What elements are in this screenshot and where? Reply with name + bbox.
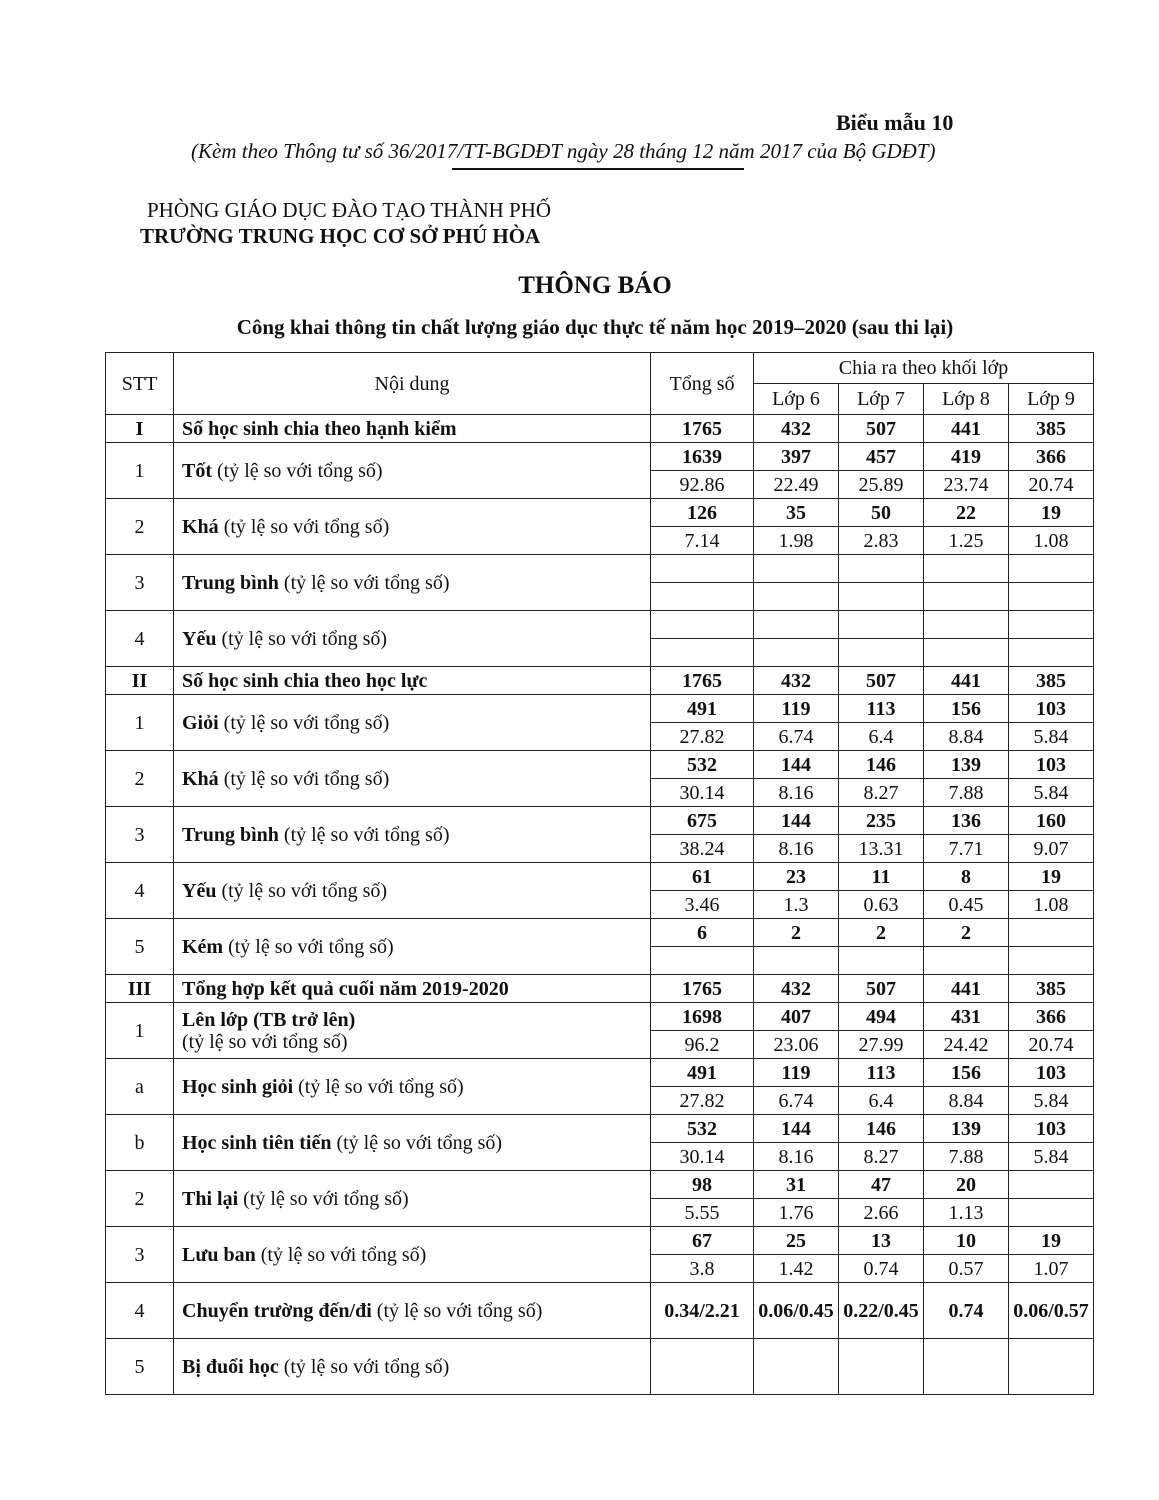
row-ratio: 8.84: [924, 723, 1009, 751]
table-row: [106, 1003, 1094, 1031]
row-count: [651, 555, 754, 583]
row-count: 532: [651, 1115, 754, 1143]
row-ratio: 6.74: [754, 1087, 839, 1115]
row-count: 156: [924, 695, 1009, 723]
row-stt: 3: [106, 807, 174, 863]
row-stt: 5: [106, 919, 174, 975]
row-ratio: [651, 639, 754, 667]
row-label-text: Học sinh tiên tiến: [182, 1131, 332, 1154]
section-value: 385: [1009, 415, 1094, 443]
row-value: [754, 1339, 839, 1395]
section-value: 507: [839, 415, 924, 443]
row-ratio: [839, 947, 924, 975]
row-label: [174, 863, 651, 919]
row-ratio: [651, 947, 754, 975]
table-row: [106, 1115, 1094, 1143]
row-stt: 3: [106, 555, 174, 611]
row-count: 139: [924, 751, 1009, 779]
row-count: 50: [839, 499, 924, 527]
row-count: 61: [651, 863, 754, 891]
row-stt: 1: [106, 695, 174, 751]
row-ratio: [924, 639, 1009, 667]
circular-underline: [452, 168, 744, 170]
header-grade-group: Chia ra theo khối lớp: [754, 353, 1094, 384]
row-stt: a: [106, 1059, 174, 1115]
row-label: [174, 443, 651, 499]
row-count: 1639: [651, 443, 754, 471]
row-count: 144: [754, 751, 839, 779]
row-ratio: 1.13: [924, 1199, 1009, 1227]
row-ratio: 8.16: [754, 779, 839, 807]
row-label: [174, 499, 651, 555]
row-ratio: [1009, 639, 1094, 667]
row-label-text: Bị đuổi học: [182, 1355, 279, 1378]
row-value: [651, 1339, 754, 1395]
row-label-text: Lưu ban: [182, 1243, 256, 1266]
row-count: 67: [651, 1227, 754, 1255]
school-name: TRƯỜNG TRUNG HỌC CƠ SỞ PHÚ HÒA: [140, 224, 541, 248]
row-ratio: [1009, 1199, 1094, 1227]
row-count: 98: [651, 1171, 754, 1199]
row-value: [924, 1339, 1009, 1395]
row-ratio: 5.84: [1009, 1143, 1094, 1171]
ratio-note: (tỷ lệ so với tổng số): [182, 1030, 348, 1053]
row-label: [174, 1059, 651, 1115]
row-count: 144: [754, 1115, 839, 1143]
row-ratio: 1.08: [1009, 891, 1094, 919]
row-ratio: 92.86: [651, 471, 754, 499]
row-value: [839, 1339, 924, 1395]
row-count: 491: [651, 1059, 754, 1087]
row-count: [651, 611, 754, 639]
row-stt: 1: [106, 443, 174, 499]
ratio-note: (tỷ lệ so với tổng số): [283, 1355, 450, 1378]
row-count: 146: [839, 751, 924, 779]
row-count: 126: [651, 499, 754, 527]
row-count: 35: [754, 499, 839, 527]
row-ratio: 1.98: [754, 527, 839, 555]
table-row: [106, 807, 1094, 835]
row-ratio: [1009, 583, 1094, 611]
section-value: 507: [839, 667, 924, 695]
row-ratio: 9.07: [1009, 835, 1094, 863]
row-count: 160: [1009, 807, 1094, 835]
document-title: THÔNG BÁO: [518, 272, 672, 299]
ratio-note: (tỷ lệ so với tổng số): [243, 1187, 409, 1210]
row-label: [174, 1283, 651, 1339]
section-value: 507: [839, 975, 924, 1003]
row-count: 103: [1009, 751, 1094, 779]
row-label-text: Yếu: [182, 879, 217, 902]
row-count: 407: [754, 1003, 839, 1031]
section-value: 432: [754, 415, 839, 443]
table-body: [106, 415, 1094, 1395]
row-count: 366: [1009, 1003, 1094, 1031]
row-value: 0.34/2.21: [651, 1283, 754, 1339]
row-value: 0.74: [924, 1283, 1009, 1339]
ratio-note: (tỷ lệ so với tổng số): [223, 711, 390, 734]
header-grade: Lớp 8: [924, 384, 1009, 415]
row-count: [1009, 919, 1094, 947]
row-count: 494: [839, 1003, 924, 1031]
row-count: 119: [754, 1059, 839, 1087]
row-count: 10: [924, 1227, 1009, 1255]
header-grade: Lớp 9: [1009, 384, 1094, 415]
section-value: 385: [1009, 667, 1094, 695]
row-ratio: 96.2: [651, 1031, 754, 1059]
row-count: 6: [651, 919, 754, 947]
row-ratio: [651, 583, 754, 611]
row-ratio: 1.76: [754, 1199, 839, 1227]
row-label-text: Khá: [182, 515, 219, 538]
row-ratio: 2.66: [839, 1199, 924, 1227]
row-count: 25: [754, 1227, 839, 1255]
row-stt: 5: [106, 1339, 174, 1395]
row-ratio: 7.88: [924, 1143, 1009, 1171]
section-value: 432: [754, 667, 839, 695]
row-ratio: 30.14: [651, 779, 754, 807]
row-value: 0.06/0.57: [1009, 1283, 1094, 1339]
row-ratio: 23.74: [924, 471, 1009, 499]
row-count: 19: [1009, 863, 1094, 891]
row-ratio: 8.84: [924, 1087, 1009, 1115]
row-stt: 2: [106, 499, 174, 555]
row-count: 419: [924, 443, 1009, 471]
row-ratio: 0.45: [924, 891, 1009, 919]
row-label-text: Thi lại: [182, 1187, 239, 1210]
header-stt: STT: [106, 353, 174, 415]
ratio-note: (tỷ lệ so với tổng số): [376, 1299, 543, 1322]
row-ratio: 38.24: [651, 835, 754, 863]
section-stt: II: [106, 667, 174, 695]
row-label-text: Kém: [182, 935, 224, 958]
row-count: 457: [839, 443, 924, 471]
ratio-note: (tỷ lệ so với tổng số): [221, 879, 388, 902]
row-ratio: 7.71: [924, 835, 1009, 863]
ratio-note: (tỷ lệ so với tổng số): [283, 823, 450, 846]
row-label: [174, 695, 651, 751]
header-grade: Lớp 6: [754, 384, 839, 415]
ratio-note: (tỷ lệ so với tổng số): [221, 627, 388, 650]
table-row: [106, 751, 1094, 779]
row-count: 2: [839, 919, 924, 947]
row-ratio: 8.27: [839, 779, 924, 807]
row-label-text: Giỏi: [182, 711, 219, 734]
table-row: [106, 1059, 1094, 1087]
section-value: 432: [754, 975, 839, 1003]
row-count: 20: [924, 1171, 1009, 1199]
row-count: 22: [924, 499, 1009, 527]
section-row: [106, 667, 1094, 695]
row-count: 11: [839, 863, 924, 891]
row-ratio: 8.27: [839, 1143, 924, 1171]
row-ratio: 27.82: [651, 723, 754, 751]
form-label: Biểu mẫu 10: [836, 110, 954, 135]
row-ratio: 20.74: [1009, 1031, 1094, 1059]
section-value: 1765: [651, 667, 754, 695]
section-label: Tổng hợp kết quả cuối năm 2019-2020: [174, 975, 651, 1003]
section-value: 385: [1009, 975, 1094, 1003]
row-count: 144: [754, 807, 839, 835]
row-stt: 4: [106, 1283, 174, 1339]
row-count: 491: [651, 695, 754, 723]
table-row: [106, 1339, 1094, 1395]
row-label: [174, 1115, 651, 1171]
row-label-text: Học sinh giỏi: [182, 1075, 294, 1098]
row-ratio: [839, 583, 924, 611]
row-count: 1698: [651, 1003, 754, 1031]
row-count: 113: [839, 1059, 924, 1087]
row-count: 19: [1009, 499, 1094, 527]
row-stt: b: [106, 1115, 174, 1171]
row-ratio: 5.84: [1009, 723, 1094, 751]
section-label: Số học sinh chia theo hạnh kiểm: [174, 415, 651, 443]
row-ratio: [1009, 947, 1094, 975]
row-ratio: 5.84: [1009, 1087, 1094, 1115]
table-row: [106, 695, 1094, 723]
row-stt: 3: [106, 1227, 174, 1283]
row-label: [174, 555, 651, 611]
row-label: [174, 1339, 651, 1395]
row-label-text: Yếu: [182, 627, 217, 650]
row-ratio: 0.63: [839, 891, 924, 919]
row-count: [924, 555, 1009, 583]
table-row: [106, 499, 1094, 527]
row-count: 8: [924, 863, 1009, 891]
circular-reference: (Kèm theo Thông tư số 36/2017/TT-BGDĐT ngày 28 tháng 12 năm 2017 của Bộ GDĐT): [191, 139, 936, 163]
row-count: 31: [754, 1171, 839, 1199]
row-label: [174, 807, 651, 863]
row-label-text: Trung bình: [182, 571, 279, 594]
table-row: [106, 1227, 1094, 1255]
row-count: [754, 555, 839, 583]
row-ratio: 22.49: [754, 471, 839, 499]
section-row: [106, 415, 1094, 443]
row-count: 103: [1009, 695, 1094, 723]
row-ratio: [754, 947, 839, 975]
row-ratio: 5.55: [651, 1199, 754, 1227]
row-ratio: 27.99: [839, 1031, 924, 1059]
row-ratio: 8.16: [754, 1143, 839, 1171]
document-subtitle: Công khai thông tin chất lượng giáo dục thực tế năm học 2019–2020 (sau thi lại): [236, 315, 954, 339]
row-value: [1009, 1339, 1094, 1395]
ratio-note: (tỷ lệ so với tổng số): [260, 1243, 427, 1266]
ratio-note: (tỷ lệ so với tổng số): [283, 571, 450, 594]
row-ratio: [754, 583, 839, 611]
row-count: 235: [839, 807, 924, 835]
row-count: 431: [924, 1003, 1009, 1031]
section-stt: III: [106, 975, 174, 1003]
row-value: 0.06/0.45: [754, 1283, 839, 1339]
header-total: Tổng số: [651, 353, 754, 415]
row-label-text: Khá: [182, 767, 219, 790]
row-ratio: 20.74: [1009, 471, 1094, 499]
row-count: 23: [754, 863, 839, 891]
ratio-note: (tỷ lệ so với tổng số): [217, 459, 383, 482]
row-ratio: 3.46: [651, 891, 754, 919]
department-name: PHÒNG GIÁO DỤC ĐÀO TẠO THÀNH PHỐ: [147, 198, 552, 222]
row-ratio: 1.3: [754, 891, 839, 919]
section-value: 1765: [651, 975, 754, 1003]
row-count: [1009, 1171, 1094, 1199]
row-count: [839, 555, 924, 583]
ratio-note: (tỷ lệ so với tổng số): [223, 515, 390, 538]
row-ratio: [924, 583, 1009, 611]
row-ratio: 1.07: [1009, 1255, 1094, 1283]
table-row: [106, 1283, 1094, 1339]
row-ratio: 27.82: [651, 1087, 754, 1115]
row-label: [174, 1171, 651, 1227]
row-count: 146: [839, 1115, 924, 1143]
row-count: 103: [1009, 1059, 1094, 1087]
row-label: [174, 611, 651, 667]
row-ratio: 0.74: [839, 1255, 924, 1283]
row-ratio: 23.06: [754, 1031, 839, 1059]
section-value: 441: [924, 415, 1009, 443]
ratio-note: (tỷ lệ so với tổng số): [298, 1075, 464, 1098]
row-label-text: Chuyển trường đến/đi: [182, 1299, 372, 1322]
row-label-text: Lên lớp (TB trở lên): [182, 1008, 356, 1031]
row-ratio: 6.74: [754, 723, 839, 751]
row-count: 139: [924, 1115, 1009, 1143]
row-count: 103: [1009, 1115, 1094, 1143]
table-row: [106, 1171, 1094, 1199]
table-row: [106, 611, 1094, 639]
row-ratio: 8.16: [754, 835, 839, 863]
row-ratio: [924, 947, 1009, 975]
header-grade: Lớp 7: [839, 384, 924, 415]
row-ratio: 7.14: [651, 527, 754, 555]
table-row: [106, 443, 1094, 471]
row-ratio: 0.57: [924, 1255, 1009, 1283]
section-value: 441: [924, 975, 1009, 1003]
table-row: [106, 555, 1094, 583]
section-stt: I: [106, 415, 174, 443]
section-row: [106, 975, 1094, 1003]
row-ratio: [754, 639, 839, 667]
section-label: Số học sinh chia theo học lực: [174, 667, 651, 695]
row-label-text: Tốt: [182, 459, 212, 482]
row-ratio: 5.84: [1009, 779, 1094, 807]
ratio-note: (tỷ lệ so với tổng số): [228, 935, 394, 958]
row-stt: 1: [106, 1003, 174, 1059]
row-ratio: 2.83: [839, 527, 924, 555]
row-ratio: 1.25: [924, 527, 1009, 555]
row-stt: 4: [106, 863, 174, 919]
row-count: 13: [839, 1227, 924, 1255]
section-value: 1765: [651, 415, 754, 443]
row-ratio: 25.89: [839, 471, 924, 499]
row-stt: 4: [106, 611, 174, 667]
quality-table: [105, 352, 1094, 1395]
ratio-note: (tỷ lệ so với tổng số): [223, 767, 390, 790]
row-count: [1009, 611, 1094, 639]
table-row: [106, 863, 1094, 891]
row-count: 532: [651, 751, 754, 779]
row-count: [754, 611, 839, 639]
ratio-note: (tỷ lệ so với tổng số): [336, 1131, 503, 1154]
row-count: 19: [1009, 1227, 1094, 1255]
row-count: 2: [924, 919, 1009, 947]
row-stt: 2: [106, 751, 174, 807]
row-ratio: 13.31: [839, 835, 924, 863]
row-ratio: 1.08: [1009, 527, 1094, 555]
row-stt: 2: [106, 1171, 174, 1227]
row-value: 0.22/0.45: [839, 1283, 924, 1339]
row-ratio: 3.8: [651, 1255, 754, 1283]
table-row: [106, 919, 1094, 947]
row-count: 675: [651, 807, 754, 835]
row-count: 156: [924, 1059, 1009, 1087]
row-label: [174, 1227, 651, 1283]
row-count: 397: [754, 443, 839, 471]
row-ratio: [839, 639, 924, 667]
section-value: 441: [924, 667, 1009, 695]
row-ratio: 1.42: [754, 1255, 839, 1283]
row-ratio: 6.4: [839, 723, 924, 751]
row-ratio: 6.4: [839, 1087, 924, 1115]
row-ratio: 30.14: [651, 1143, 754, 1171]
row-ratio: 7.88: [924, 779, 1009, 807]
row-count: 366: [1009, 443, 1094, 471]
row-count: [839, 611, 924, 639]
header-content: Nội dung: [174, 353, 651, 415]
row-label: [174, 919, 651, 975]
row-label-text: Trung bình: [182, 823, 279, 846]
row-ratio: 24.42: [924, 1031, 1009, 1059]
row-count: [1009, 555, 1094, 583]
row-count: 2: [754, 919, 839, 947]
row-count: 119: [754, 695, 839, 723]
row-count: 47: [839, 1171, 924, 1199]
row-count: 113: [839, 695, 924, 723]
row-label: [174, 1003, 651, 1059]
row-count: 136: [924, 807, 1009, 835]
row-count: [924, 611, 1009, 639]
row-label: [174, 751, 651, 807]
